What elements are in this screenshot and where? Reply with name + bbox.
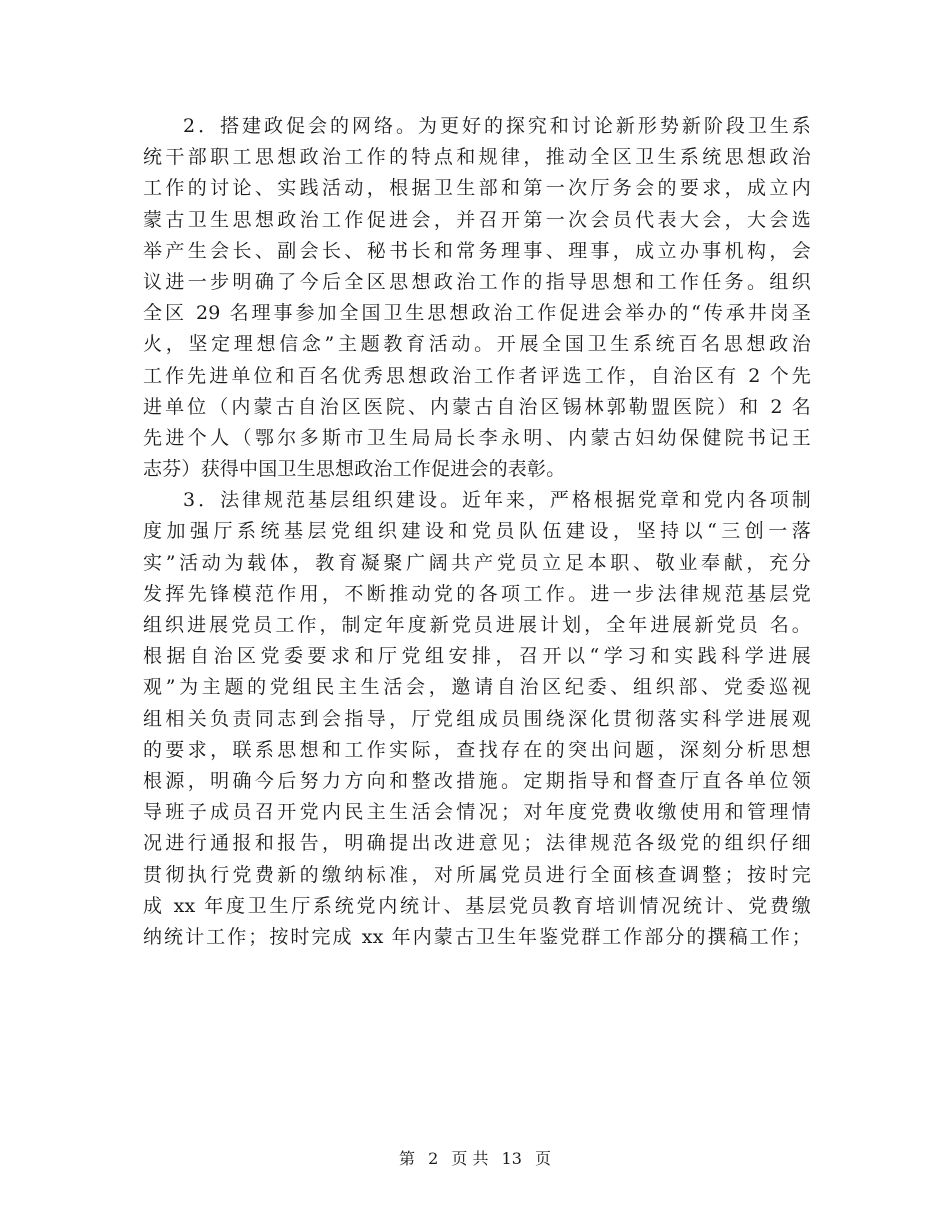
text-line: 贯彻执行党费新的缴纳标准，对所属党员进行全面核查调整；按时完 — [143, 863, 811, 886]
text-line: 2．搭建政促会的网络。为更好的探究和讨论新形势新阶段卫生系 — [183, 115, 811, 137]
text-line: 观”为主题的党组民主生活会，邀请自治区纪委、组织部、党委巡视 — [143, 676, 811, 699]
text-line: 进单位（内蒙古自治区医院、内蒙古自治区锡林郭勒盟医院）和 2 名 — [143, 395, 811, 418]
text-line: 议进一步明确了今后全区思想政治工作的指导思想和工作任务。组织 — [143, 270, 811, 293]
text-line: 蒙古卫生思想政治工作促进会，并召开第一次会员代表大会，大会选 — [143, 208, 811, 231]
footer-suffix: 页 — [535, 1149, 552, 1168]
page-footer — [0, 1146, 950, 1169]
text-line: 纳统计工作；按时完成 xx 年内蒙古卫生年鉴党群工作部分的撰稿工作； — [143, 925, 811, 948]
text-line: 3．法律规范基层组织建设。近年来，严格根据党章和党内各项制 — [183, 489, 811, 512]
text-line: 根据自治区党委要求和厅党组安排，召开以“学习和实践科学进展 — [143, 645, 811, 668]
text-line: 志芬）获得中国卫生思想政治工作促进会的表彰。 — [143, 458, 566, 481]
footer-prefix: 第 — [398, 1149, 415, 1168]
text-line: 实”活动为载体，教育凝聚广阔共产党员立足本职、敬业奉献，充分 — [143, 551, 811, 574]
text-line: 火，坚定理想信念”主题教育活动。开展全国卫生系统百名思想政治 — [143, 333, 811, 356]
text-line: 度加强厅系统基层党组织建设和党员队伍建设，坚持以“三创一落 — [143, 520, 811, 543]
text-line: 举产生会长、副会长、秘书长和常务理事、理事，成立办事机构，会 — [143, 239, 811, 262]
current-page-number: 2 — [428, 1149, 439, 1168]
text-line: 先进个人（鄂尔多斯市卫生局局长李永明、内蒙古妇幼保健院书记王 — [143, 426, 811, 449]
text-line: 工作的讨论、实践活动，根据卫生部和第一次厅务会的要求，成立内 — [143, 177, 811, 200]
text-line: 组相关负责同志到会指导，厅党组成员围绕深化贯彻落实科学进展观 — [143, 707, 811, 730]
text-line: 工作先进单位和百名优秀思想政治工作者评选工作，自治区有 2 个先 — [143, 364, 811, 387]
text-line: 发挥先锋模范作用，不断推动党的各项工作。进一步法律规范基层党 — [143, 582, 811, 605]
text-line: 的要求，联系思想和工作实际，查找存在的突出问题，深刻分析思想 — [143, 738, 811, 761]
text-line: 统干部职工思想政治工作的特点和规律，推动全区卫生系统思想政治 — [143, 146, 811, 169]
text-line: 成 xx 年度卫生厅系统党内统计、基层党员教育培训情况统计、党费缴 — [143, 894, 811, 917]
text-line: 导班子成员召开党内民主生活会情况；对年度党费收缴使用和管理情 — [143, 801, 811, 824]
text-line: 况进行通报和报告，明确提出改进意见；法律规范各级党的组织仔细 — [143, 832, 811, 855]
total-pages-number: 13 — [501, 1149, 522, 1168]
text-line: 组织进展党员工作，制定年度新党员进展计划，全年进展新党员 名。 — [143, 614, 811, 636]
text-line: 根源，明确今后努力方向和整改措施。定期指导和督查厅直各单位领 — [143, 769, 811, 792]
text-line: 全区 29 名理事参加全国卫生思想政治工作促进会举办的“传承井岗圣 — [143, 302, 811, 325]
body-text — [143, 111, 811, 953]
footer-middle: 页 共 — [451, 1149, 489, 1168]
